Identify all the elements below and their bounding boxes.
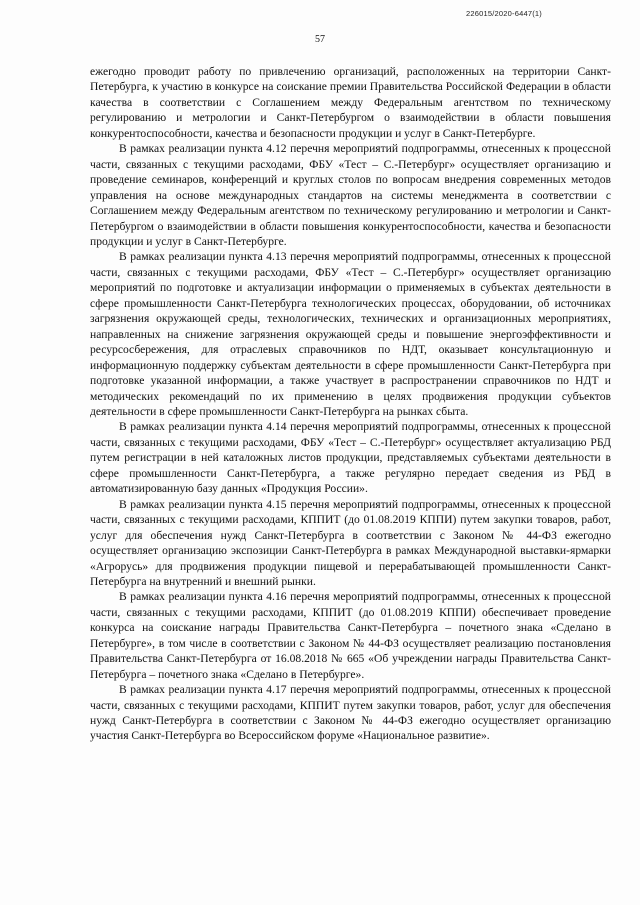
paragraph-continuation: ежегодно проводит работу по привлечению организаций, расположенных на территории Санкт-Петербурга, к участию в конкурсе на соискание премии Правительства Российской Федерации в области качества в соответствии с Соглашением между Федеральным агентством по техническому регулированию и метрологии и Санкт-Петербургом о взаимодействии в области повышения конкурентоспособности, качества и безопасности продукции и услуг в Санкт-Петербурге.: [90, 65, 611, 140]
paragraph-item-4-12: В рамках реализации пункта 4.12 перечня мероприятий подпрограммы, отнесенных к процессной части, связанных с текущими расходами, ФБУ «Тест – С.-Петербург» осуществляет организацию и проведение семинаров, конференций и круглых столов по вопросам внедрения современных методов управления на основе международных стандартов на системы менеджмента в соответствии с Соглашением между Федеральным агентством по техническому регулированию и метрологии и Санкт-Петербургом о взаимодействии в области повышения конкурентоспособности, качества и безопасности продукции и услуг в Санкт-Петербурге.: [90, 142, 611, 248]
paragraph-item-4-16: В рамках реализации пункта 4.16 перечня мероприятий подпрограммы, отнесенных к процессной части, связанных с текущими расходами, КППИТ (до 01.08.2019 КППИ) обеспечивает проведение конкурса на соискание награды Правительства Санкт-Петербурга – почетного знака «Сделано в Петербурге», в том числе в соответствии с Законом № 44-ФЗ осуществляет реализацию постановления Правительства Санкт-Петербурга от 16.08.2018 № 665 «Об учреждении награды Правительства Санкт-Петербурга – почетного знака «Сделано в Петербурге».: [90, 590, 611, 681]
document-registration-number: 226015/2020-6447(1): [466, 9, 542, 18]
document-body: [90, 64, 611, 744]
paragraph-item-4-15: В рамках реализации пункта 4.15 перечня мероприятий подпрограммы, отнесенных к процессной части, связанных с текущими расходами, КППИТ (до 01.08.2019 КППИ) путем закупки товаров, работ, услуг для обеспечения нужд Санкт-Петербурга в соответствии с Законом № 44-ФЗ ежегодно осуществляет организацию экспозиции Санкт-Петербурга в рамках Международной выставки-ярмарки «Агрорусь» для продвижения продукции пищевой и перерабатывающей промышленности Санкт-Петербурга на внутренний и внешний рынки.: [90, 497, 611, 588]
paragraph-item-4-14: В рамках реализации пункта 4.14 перечня мероприятий подпрограммы, отнесенных к процессной части, связанных с текущими расходами, ФБУ «Тест – С.-Петербург» осуществляет актуализацию РБД путем регистрации в ней каталожных листов продукции, представляемых субъектами деятельности в сфере промышленности Санкт-Петербурга, а также регулярно передает сведения из РБД в автоматизированную базу данных «Продукция России».: [90, 420, 611, 496]
paragraph-item-4-13: В рамках реализации пункта 4.13 перечня мероприятий подпрограммы, отнесенных к процессной части, связанных с текущими расходами, ФБУ «Тест – С.-Петербург» осуществляет организацию мероприятий по подготовке и актуализации информации о применяемых в субъектах деятельности в сфере промышленности Санкт-Петербурга технологических процессах, оборудовании, об источниках загрязнения окружающей среды, технологических, технических и организационных мероприятиях, направленных на снижение загрязнения окружающей среды и повышение энергоэффективности и ресурсосбережения, для отраслевых справочников по НДТ, оказывает консультационную и информационную поддержку субъектам деятельности в сфере промышленности Санкт-Петербурга при подготовке указанной информации, а также участвует в распространении справочников по НДТ и методических рекомендаций по их применению в целях продвижения продукции субъектов деятельности в сфере промышленности Санкт-Петербурга на рынках сбыта.: [90, 250, 611, 418]
page-number: 57: [315, 34, 325, 45]
paragraph-item-4-17: В рамках реализации пункта 4.17 перечня мероприятий подпрограммы, отнесенных к процессной части, связанных с текущими расходами, КППИТ путем закупки товаров, работ, услуг для обеспечения нужд Санкт-Петербурга в соответствии с Законом № 44-ФЗ ежегодно осуществляет организацию участия Санкт-Петербурга во Всероссийском форуме «Национальное развитие».: [90, 683, 611, 743]
